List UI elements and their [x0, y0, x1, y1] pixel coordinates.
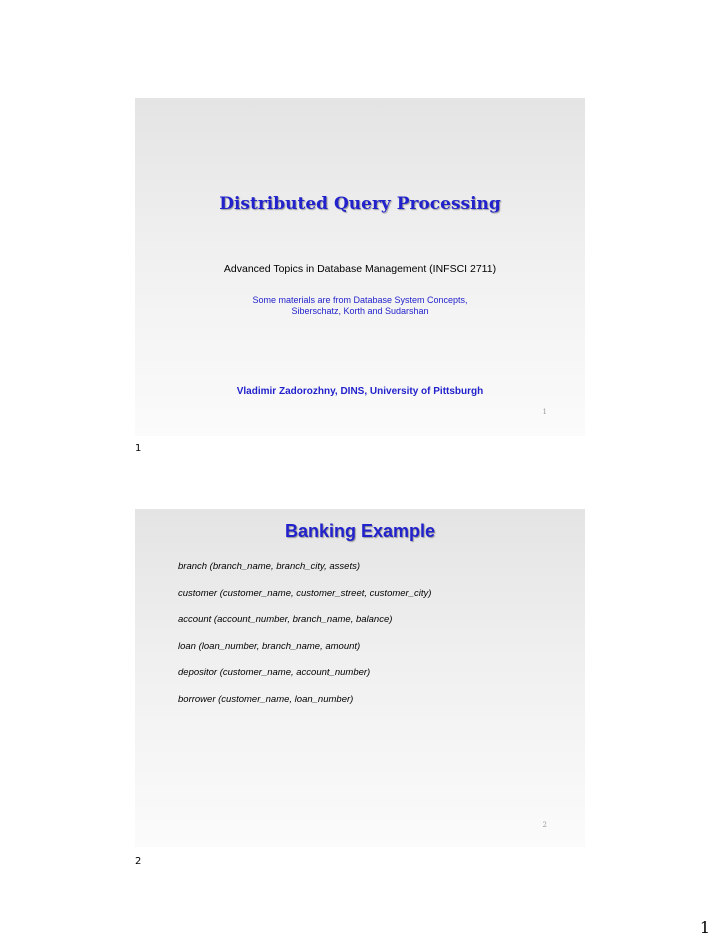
slide-label-1: 1 [135, 443, 142, 454]
slide-number: 2 [542, 821, 547, 829]
slide-1 [135, 98, 585, 436]
slide-title: Banking Example [284, 521, 436, 541]
materials-credit [135, 295, 585, 317]
materials-credit-line-1: Some materials are from Database System Concepts, [252, 295, 468, 305]
schema-item: account (account_number, branch_name, balance) [178, 614, 393, 625]
slide-number: 1 [542, 408, 547, 416]
schema-item: borrower (customer_name, loan_number) [178, 693, 354, 705]
course-name: Advanced Topics in Database Management (INFSCI 2711) [223, 263, 497, 275]
slide-label-2: 2 [135, 856, 142, 867]
materials-credit-line-2: Siberschatz, Korth and Sudarshan [291, 306, 429, 316]
page-number: 1 [699, 918, 710, 937]
schema-item: customer (customer_name, customer_street, customer_city) [178, 587, 432, 599]
schema-list [178, 561, 431, 720]
schema-item: loan (loan_number, branch_name, amount) [178, 640, 361, 652]
schema-item: depositor (customer_name, account_number) [178, 667, 371, 678]
author-line: Vladimir Zadorozhny, DINS, University of Pittsburgh [236, 386, 484, 397]
slide-2 [135, 509, 585, 847]
slide-title: Distributed Query Processing [219, 194, 501, 214]
schema-item: branch (branch_name, branch_city, assets) [178, 561, 360, 572]
